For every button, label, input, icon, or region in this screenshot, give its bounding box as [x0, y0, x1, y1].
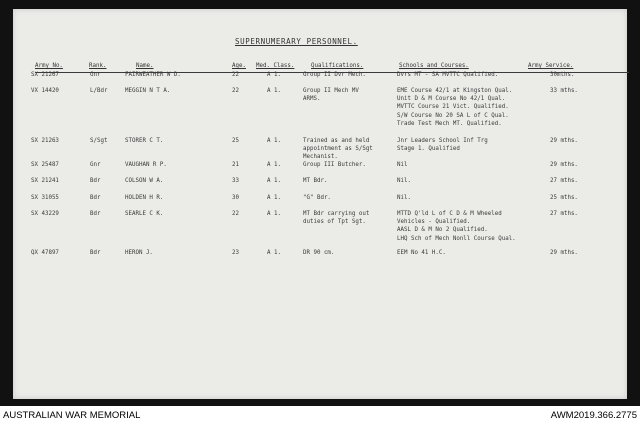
document-title: SUPERNUMERARY PERSONNEL. — [235, 37, 358, 46]
header-age: Age. — [232, 63, 246, 69]
cell-army-no: SX 21241 — [31, 178, 59, 184]
cell-army-service: 29 mths. — [550, 250, 578, 256]
cell-army-no: SX 21263 — [31, 138, 59, 144]
cell-schools-courses-line: Nil. — [397, 195, 411, 201]
cell-rank: Bdr — [90, 195, 101, 201]
cell-schools-courses-line: Dvrs MT - SA MVTTC Qualified. — [397, 72, 499, 78]
cell-qualifications-line: Group II Mech MV — [303, 88, 359, 94]
cell-qualifications-line: MT Bdr carrying out — [303, 211, 370, 217]
cell-qualifications-line: "G" Bdr. — [303, 195, 331, 201]
footer-accession-number: AWM2019.366.2775 — [550, 410, 637, 421]
cell-age: 25 — [232, 138, 239, 144]
cell-rank: Gnr — [90, 72, 101, 78]
cell-rank: Bdr — [90, 211, 101, 217]
cell-army-no: SX 25487 — [31, 162, 59, 168]
cell-qualifications — [303, 194, 331, 202]
cell-age: 30 — [232, 195, 239, 201]
cell-army-service: 30mths. — [550, 72, 575, 78]
cell-schools-courses — [397, 249, 446, 257]
cell-name: VAUGHAN R P. — [125, 162, 167, 168]
cell-age: 23 — [232, 250, 239, 256]
cell-rank: S/Sgt — [90, 138, 108, 144]
cell-qualifications-line: Mechanist. — [303, 154, 338, 161]
cell-schools-courses-line: EEM No 41 H.C. — [397, 250, 446, 256]
cell-rank: Bdr — [90, 178, 101, 184]
cell-name: FAIRWEATHER W D. — [125, 72, 181, 78]
cell-schools-courses-line: EME Course 42/1 at Kingston Qual. — [397, 88, 513, 94]
cell-age: 22 — [232, 211, 239, 217]
cell-name: HOLDEN H R. — [125, 195, 164, 201]
header-rank: Rank. — [89, 63, 107, 69]
cell-army-service: 29 mths. — [550, 162, 578, 168]
cell-med-class: A 1. — [267, 88, 281, 94]
cell-army-service: 29 mths. — [550, 138, 578, 144]
cell-med-class: A 1. — [267, 162, 281, 168]
cell-army-service: 27 mths. — [550, 178, 578, 184]
cell-qualifications — [303, 161, 366, 169]
cell-rank: Bdr — [90, 250, 101, 256]
cell-army-service: 33 mths. — [550, 88, 578, 94]
cell-med-class: A 1. — [267, 178, 281, 184]
cell-age: 22 — [232, 72, 239, 78]
cell-qualifications — [303, 210, 369, 226]
header-army-no: Army No. — [35, 63, 63, 69]
header-qualifications: Qualifications. — [311, 63, 364, 69]
footer-institution: AUSTRALIAN WAR MEMORIAL — [3, 410, 141, 421]
cell-schools-courses — [397, 177, 411, 185]
cell-qualifications-line: Trained as and held — [303, 138, 370, 144]
cell-schools-courses-line: Trade Test Mech MT. Qualified. — [397, 120, 502, 127]
cell-schools-courses-line: Stage 1. Qualified — [397, 146, 460, 153]
cell-schools-courses — [397, 137, 488, 153]
cell-army-service: 27 mths. — [550, 211, 578, 217]
cell-qualifications-line: ARMS. — [303, 96, 321, 103]
cell-army-no: SX 31055 — [31, 195, 59, 201]
cell-age: 22 — [232, 88, 239, 94]
cell-med-class: A 1. — [267, 211, 281, 217]
header-name: Name. — [136, 63, 154, 69]
cell-med-class: A 1. — [267, 250, 281, 256]
cell-schools-courses-line: Unit D & M Course No 42/1 Qual. — [397, 96, 506, 103]
cell-med-class: A 1. — [267, 138, 281, 144]
cell-name: MEGGIN N T A. — [125, 88, 171, 94]
header-med-class: Med. Class. — [256, 63, 295, 69]
cell-qualifications — [303, 87, 359, 103]
cell-army-no: QX 47897 — [31, 250, 59, 256]
cell-schools-courses-line: Jnr Leaders School Inf Trg — [397, 138, 488, 144]
cell-qualifications-line: MT Bdr. — [303, 178, 328, 184]
cell-qualifications-line: DR 90 cm. — [303, 250, 335, 256]
cell-qualifications — [303, 137, 373, 162]
cell-army-no: VX 14420 — [31, 88, 59, 94]
cell-schools-courses — [397, 71, 498, 79]
cell-name: HERON J. — [125, 250, 153, 256]
cell-qualifications-line: Group II Dvr Mech. — [303, 72, 366, 78]
cell-rank: L/Bdr — [90, 88, 108, 94]
cell-schools-courses-line: AASL D & M No 2 Qualified. — [397, 227, 488, 234]
cell-army-service: 25 mths. — [550, 195, 578, 201]
cell-rank: Gnr — [90, 162, 101, 168]
cell-schools-courses-line: Nil — [397, 162, 408, 168]
cell-schools-courses-line: S/W Course No 20 SA L of C Qual. — [397, 112, 509, 119]
cell-army-no: SX 43229 — [31, 211, 59, 217]
cell-schools-courses-line: Nil. — [397, 178, 411, 184]
cell-schools-courses-line: MVTTC Course 21 Vict. Qualified. — [397, 104, 509, 111]
cell-name: SEARLE C K. — [125, 211, 164, 217]
cell-qualifications-line: appointment as S/Sgt — [303, 146, 373, 153]
cell-name: STORER C T. — [125, 138, 164, 144]
cell-name: COLSON W A. — [125, 178, 164, 184]
cell-age: 33 — [232, 178, 239, 184]
cell-army-no: SX 21267 — [31, 72, 59, 78]
cell-med-class: A 1. — [267, 195, 281, 201]
cell-schools-courses-line: MTTD Q'ld L of C D & M Wheeled — [397, 211, 502, 217]
cell-age: 21 — [232, 162, 239, 168]
cell-qualifications — [303, 177, 327, 185]
cell-schools-courses-line: Vehicles - Qualified. — [397, 219, 471, 226]
cell-qualifications — [303, 71, 366, 79]
cell-schools-courses-line: LHQ Sch of Mech Nonll Course Qual. — [397, 235, 516, 242]
cell-med-class: A 1. — [267, 72, 281, 78]
cell-qualifications-line: Group III Butcher. — [303, 162, 366, 168]
header-army-service: Army Service. — [528, 63, 574, 69]
cell-schools-courses — [397, 194, 411, 202]
cell-qualifications — [303, 249, 334, 257]
cell-schools-courses — [397, 210, 516, 243]
cell-schools-courses — [397, 87, 512, 128]
document-sheet — [13, 9, 627, 399]
cell-qualifications-line: duties of Tpt Sgt. — [303, 219, 366, 226]
cell-schools-courses — [397, 161, 407, 169]
header-schools-courses: Schools and Courses. — [399, 63, 469, 69]
